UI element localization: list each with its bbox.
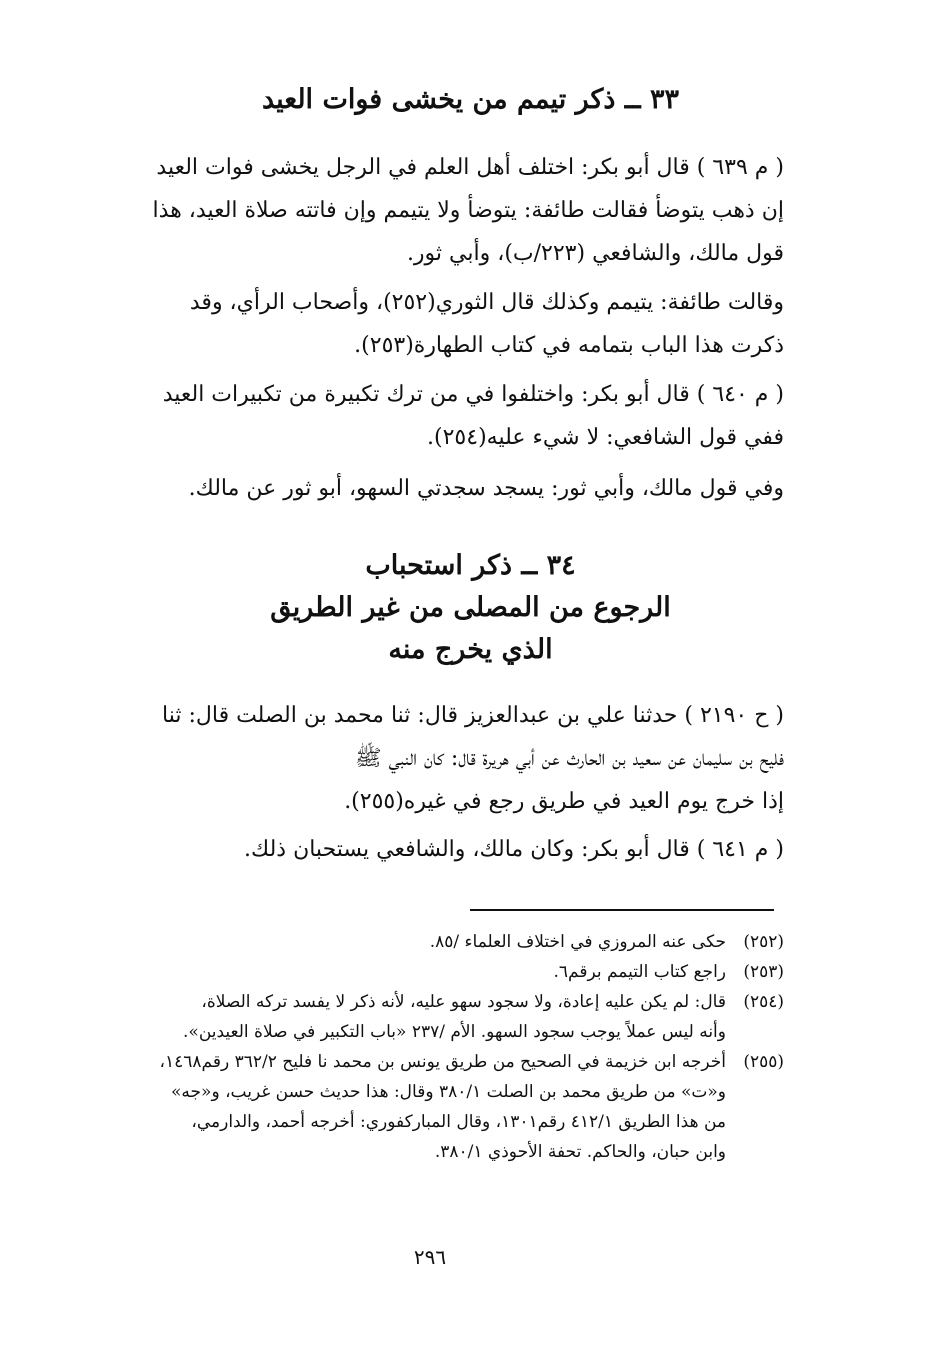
text-line: ( م ٦٣٩ ) قال أبو بكر: اختلف أهل العلم في الرجل يخشى فوات العيد <box>156 155 784 180</box>
text-line: ففي قول الشافعي: لا شيء عليه(٢٥٤). <box>427 425 784 450</box>
text-line: إذا خرج يوم العيد في طريق رجع في غيره(٢٥٥). <box>344 789 784 814</box>
text-line: قول مالك، والشافعي (٢٢٣/ب)، وأبي ثور. <box>406 241 784 266</box>
footnote-number: (٢٥٤) <box>743 992 784 1012</box>
text-line: ( ح ٢١٩٠ ) حدثنا علي بن عبدالعزيز قال: ثنا محمد بن الصلت قال: ثنا <box>162 703 784 728</box>
footnote-line: وأنه ليس عملاً يوجب سجود السهو. الأم /٢٣٧ «باب التكبير في صلاة العيدين». <box>183 1022 726 1042</box>
footnote-254 <box>108 987 784 1047</box>
text-line: وقالت طائفة: يتيمم وكذلك قال الثوري(٢٥٢)، وأصحاب الرأي، وقد <box>189 290 784 315</box>
footnote-number: (٢٥٣) <box>743 962 784 982</box>
text-line: فليح بن سليمان عن سعيد بن الحارث عن أبي هريرة قال: كان النبي ﷺ <box>355 746 784 771</box>
footnote-separator <box>470 909 774 911</box>
section-33-paragraph-2 <box>108 281 784 367</box>
title-line: الرجوع من المصلى من غير الطريق <box>270 592 671 623</box>
title-line: الذي يخرج منه <box>388 634 553 665</box>
section-34-paragraph-2 <box>108 828 784 871</box>
footnote-252 <box>108 927 784 957</box>
footnote-number: (٢٥٥) <box>743 1052 784 1072</box>
text-line: إن ذهب يتوضأ فقالت طائفة: يتوضأ ولا يتيمم وإن فاتته صلاة العيد، هذا <box>152 198 784 223</box>
footnote-text <box>108 927 726 957</box>
footnotes <box>108 927 784 1167</box>
section-34-title <box>100 545 841 671</box>
footnote-text <box>108 957 726 987</box>
footnote-line: قال: لم يكن عليه إعادة، ولا سجود سهو عليه، لأنه ذكر لا يفسد تركه الصلاة، <box>201 992 726 1012</box>
footnote-line: و«ت» من طريق محمد بن الصلت ٣٨٠/١ وقال: هذا حديث حسن غريب، و«جه» <box>171 1082 726 1102</box>
section-34-paragraph-1 <box>108 694 784 823</box>
footnote-line: حكى عنه المروزي في اختلاف العلماء /٨٥. <box>429 932 726 952</box>
page-number: ٢٩٦ <box>413 1245 447 1269</box>
footnote-line: وابن حبان، والحاكم. تحفة الأحوذي ٣٨٠/١. <box>434 1142 726 1162</box>
text-line: ( م ٦٤١ ) قال أبو بكر: وكان مالك، والشافعي يستحبان ذلك. <box>244 837 784 862</box>
section-33-title: ٣٣ ــ ذكر تيمم من يخشى فوات العيد <box>261 84 680 115</box>
text-line: ذكرت هذا الباب بتمامه في كتاب الطهارة(٢٥٣). <box>354 333 784 358</box>
title-line: ٣٤ ــ ذكر استحباب <box>365 550 576 581</box>
text-line: ( م ٦٤٠ ) قال أبو بكر: واختلفوا في من ترك تكبيرة من تكبيرات العيد <box>162 382 784 407</box>
text-line: وفي قول مالك، وأبي ثور: يسجد سجدتي السهو، أبو ثور عن مالك. <box>188 476 784 501</box>
footnote-255 <box>108 1047 784 1167</box>
section-33-paragraph-3 <box>108 373 784 459</box>
footnote-text <box>108 987 726 1047</box>
section-33-paragraph-1 <box>108 146 784 275</box>
footnote-line: من هذا الطريق ٤١٢/١ رقم١٣٠١، وقال المباركفوري: أخرجه أحمد، والدارمي، <box>191 1112 726 1132</box>
footnote-line: راجع كتاب التيمم برقم٦. <box>553 962 726 982</box>
footnote-text <box>108 1047 726 1167</box>
footnote-253 <box>108 957 784 987</box>
section-33-paragraph-4 <box>108 467 784 510</box>
footnote-line: أخرجه ابن خزيمة في الصحيح من طريق يونس بن محمد نا فليح ٣٦٢/٢ رقم١٤٦٨، <box>159 1052 726 1072</box>
footnote-number: (٢٥٢) <box>743 932 784 952</box>
